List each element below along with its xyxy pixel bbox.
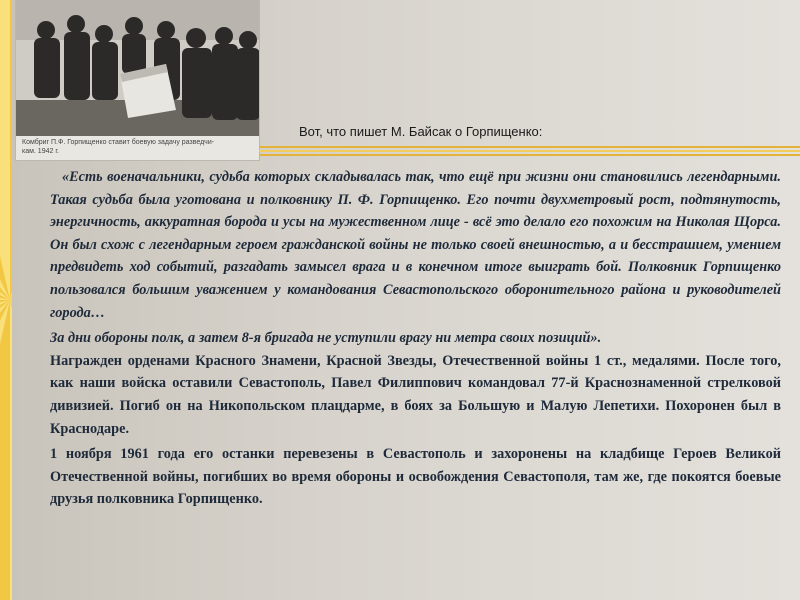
- slide-body-text: [50, 166, 781, 511]
- burial-paragraph: 1 ноября 1961 года его останки перевезены в Севастополь и захоронены на кладбище Героев Великой Отечественной войны, погибших во время обороны и освобождения Севастополя, там же, где покоятся боевые друзья полковника Горпищенко.: [50, 446, 781, 508]
- sun-ray: [0, 300, 10, 600]
- sun-ray: [0, 300, 10, 600]
- quote-paragraph: «Есть военачальники, судьба которых складывалась так, что ещё при жизни они становились легендарными. Такая судьба была уготована и полковнику П. Ф. Горпищенко. Его почти двухметровый рост, подтянутость, энергичность, аккуратная борода и усы на мужественном лице - всё это делало его похожим на Николая Щорса. Он был схож с легендарным героем гражданской войны не только своей внешностью, а и бесстрашием, умением предвидеть ход событий, разгадать замысел врага и в конечном итоге выиграть бой. Полковник Горпищенко пользовался большим уважением у командования Севастопольского оборонительного района и руководителей города…: [50, 169, 781, 321]
- awards-paragraph: Награжден орденами Красного Знамени, Красной Звезды, Отечественной войны 1 ст., медалями. После того, как наши войска оставили Севастополь, Павел Филиппович командовал 77-й Краснознаменной стрелковой дивизией. Погиб он на Никопольском плацдарме, в боях за Большую и Малую Лепетихи. Похоронен был в Краснодаре.: [50, 352, 781, 437]
- slide-heading: Вот, что пишет М. Байсак о Горпищенко:: [299, 124, 543, 139]
- sun-ray: [0, 0, 10, 300]
- quote-ending-paragraph: За дни обороны полк, а затем 8-я бригада не уступили врагу ни метра своих позиций».: [50, 330, 602, 347]
- decorative-stripes: [259, 146, 800, 158]
- photo-image-icon: [16, 0, 259, 160]
- sun-ray: [0, 300, 10, 600]
- photo-caption: Комбриг П.Ф. Горпищенко ставит боевую задачу разведчи- кам. 1942 г.: [22, 139, 215, 155]
- historical-photo: [16, 0, 259, 160]
